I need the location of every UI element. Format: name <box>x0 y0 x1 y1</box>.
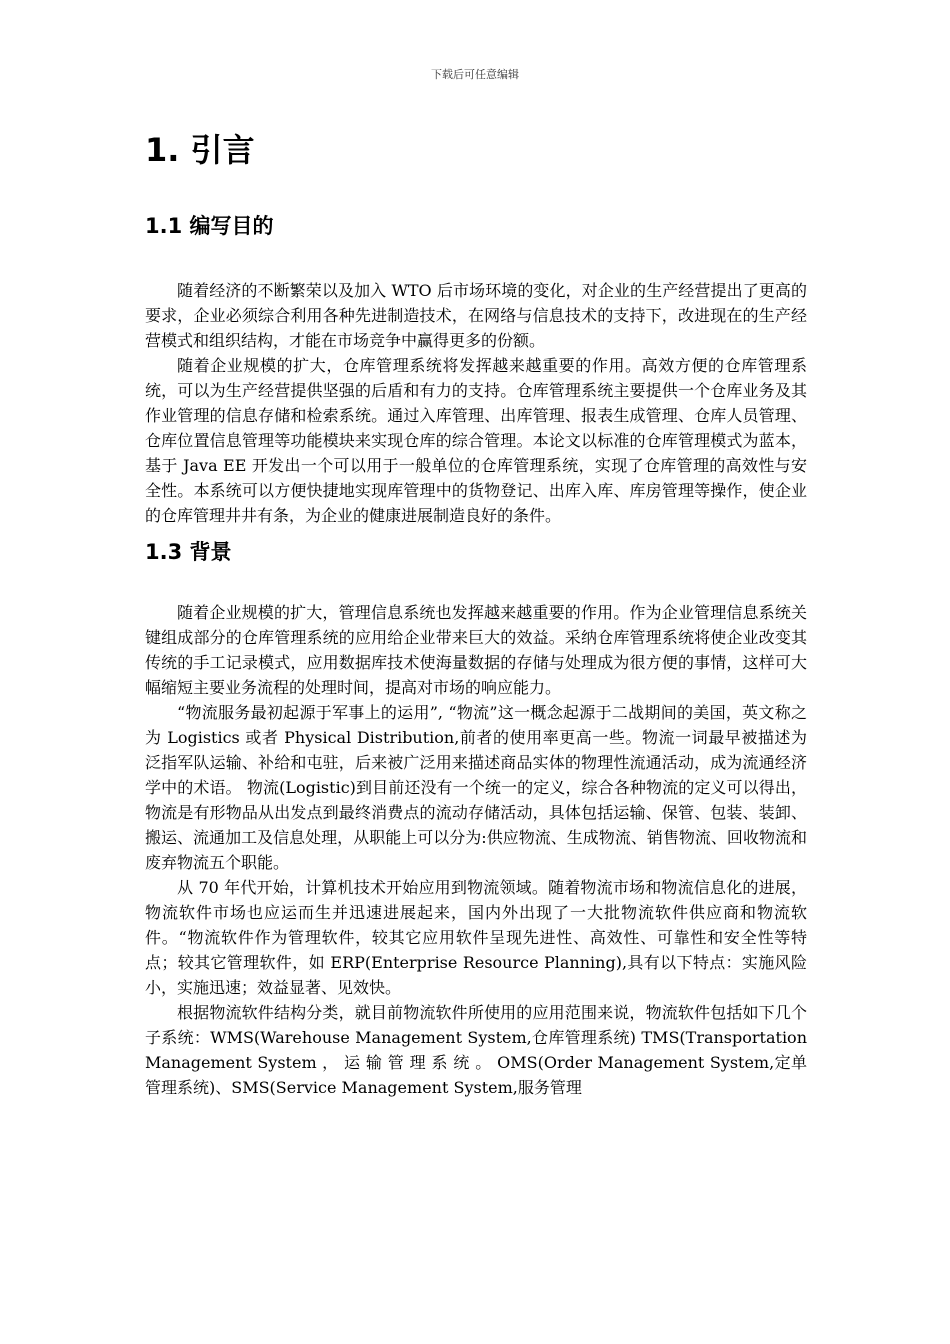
paragraph: 从 70 年代开始，计算机技术开始应用到物流领域。随着物流市场和物流信息化的进展，物流软件市场也应运而生并迅速进展起来，国内外出现了一大批物流软件供应商和物流软件。“物流软件作为管理软件，较其它应用软件呈现先进性、高效性、可靠性和安全性等特点；较其它管理软件，如 ERP(Enterprise Resource Planning),具有以下特点：实施风险小，实施迅速；效益显著、见效快。 <box>145 878 807 997</box>
paragraph: 随着企业规模的扩大，仓库管理系统将发挥越来越重要的作用。高效方便的仓库管理系统，可以为生产经营提供坚强的后盾和有力的支持。仓库管理系统主要提供一个仓库业务及其作业管理的信息存储和检索系统。通过入库管理、出库管理、报表生成管理、仓库人员管理、仓库位置信息管理等功能模块来实现仓库的综合管理。本论文以标准的仓库管理模式为蓝本，基于 Java EE 开发出一个可以用于一般单位的仓库管理系统，实现了仓库管理的高效性与安全性。本系统可以方便快捷地实现库管理中的货物登记、出库入库、库房管理等操作，使企业的仓库管理井井有条，为企业的健康进展制造良好的条件。 <box>145 356 807 525</box>
section-title-background: 1.3 背景 <box>145 540 232 564</box>
paragraph: “物流服务最初起源于军事上的运用”, “物流”这一概念起源于二战期间的美国，英文称之为 Logistics 或者 Physical Distribution,前者的使用率更高一些。物流一词最早被描述为泛指军队运输、补给和屯驻，后来被广泛用来描述商品实体的物理性流通活动，成为流通经济学中的术语。 物流(Logistic)到目前还没有一个统一的定义，综合各种物流的定义可以得出，物流是有形物品从出发点到最终消费点的流动存储活动，具体包括运输、保管、包装、装卸、搬运、流通加工及信息处理，从职能上可以分为:供应物流、生成物流、销售物流、回收物流和废弃物流五个职能。 <box>145 703 807 872</box>
paragraph: 随着企业规模的扩大，管理信息系统也发挥越来越重要的作用。作为企业管理信息系统关键组成部分的仓库管理系统的应用给企业带来巨大的效益。采纳仓库管理系统将使企业改变其传统的手工记录模式，应用数据库技术使海量数据的存储与处理成为很方便的事情，这样可大幅缩短主要业务流程的处理时间，提高对市场的响应能力。 <box>145 603 807 697</box>
paragraph: 随着经济的不断繁荣以及加入 WTO 后市场环境的变化，对企业的生产经营提出了更高的要求，企业必须综合利用各种先进制造技术，在网络与信息技术的支持下，改进现在的生产经营模式和组织结构，才能在市场竞争中赢得更多的份额。 <box>145 281 807 350</box>
section-title-purpose: 1.1 编写目的 <box>145 214 274 238</box>
paragraph: 根据物流软件结构分类，就目前物流软件所使用的应用范围来说，物流软件包括如下几个子系统：WMS(Warehouse Management System,仓库管理系统) TMS(Transportation Management System ， 运 输 管 理 系 统 。 OMS(Order Management System,定单管理系统)、SMS(Service Management System,服务管理 <box>145 1003 807 1097</box>
document-body <box>145 126 807 1100</box>
chapter-title: 1. 引言 <box>145 131 255 169</box>
page-header-note: 下载后可任意编辑 <box>431 68 519 81</box>
